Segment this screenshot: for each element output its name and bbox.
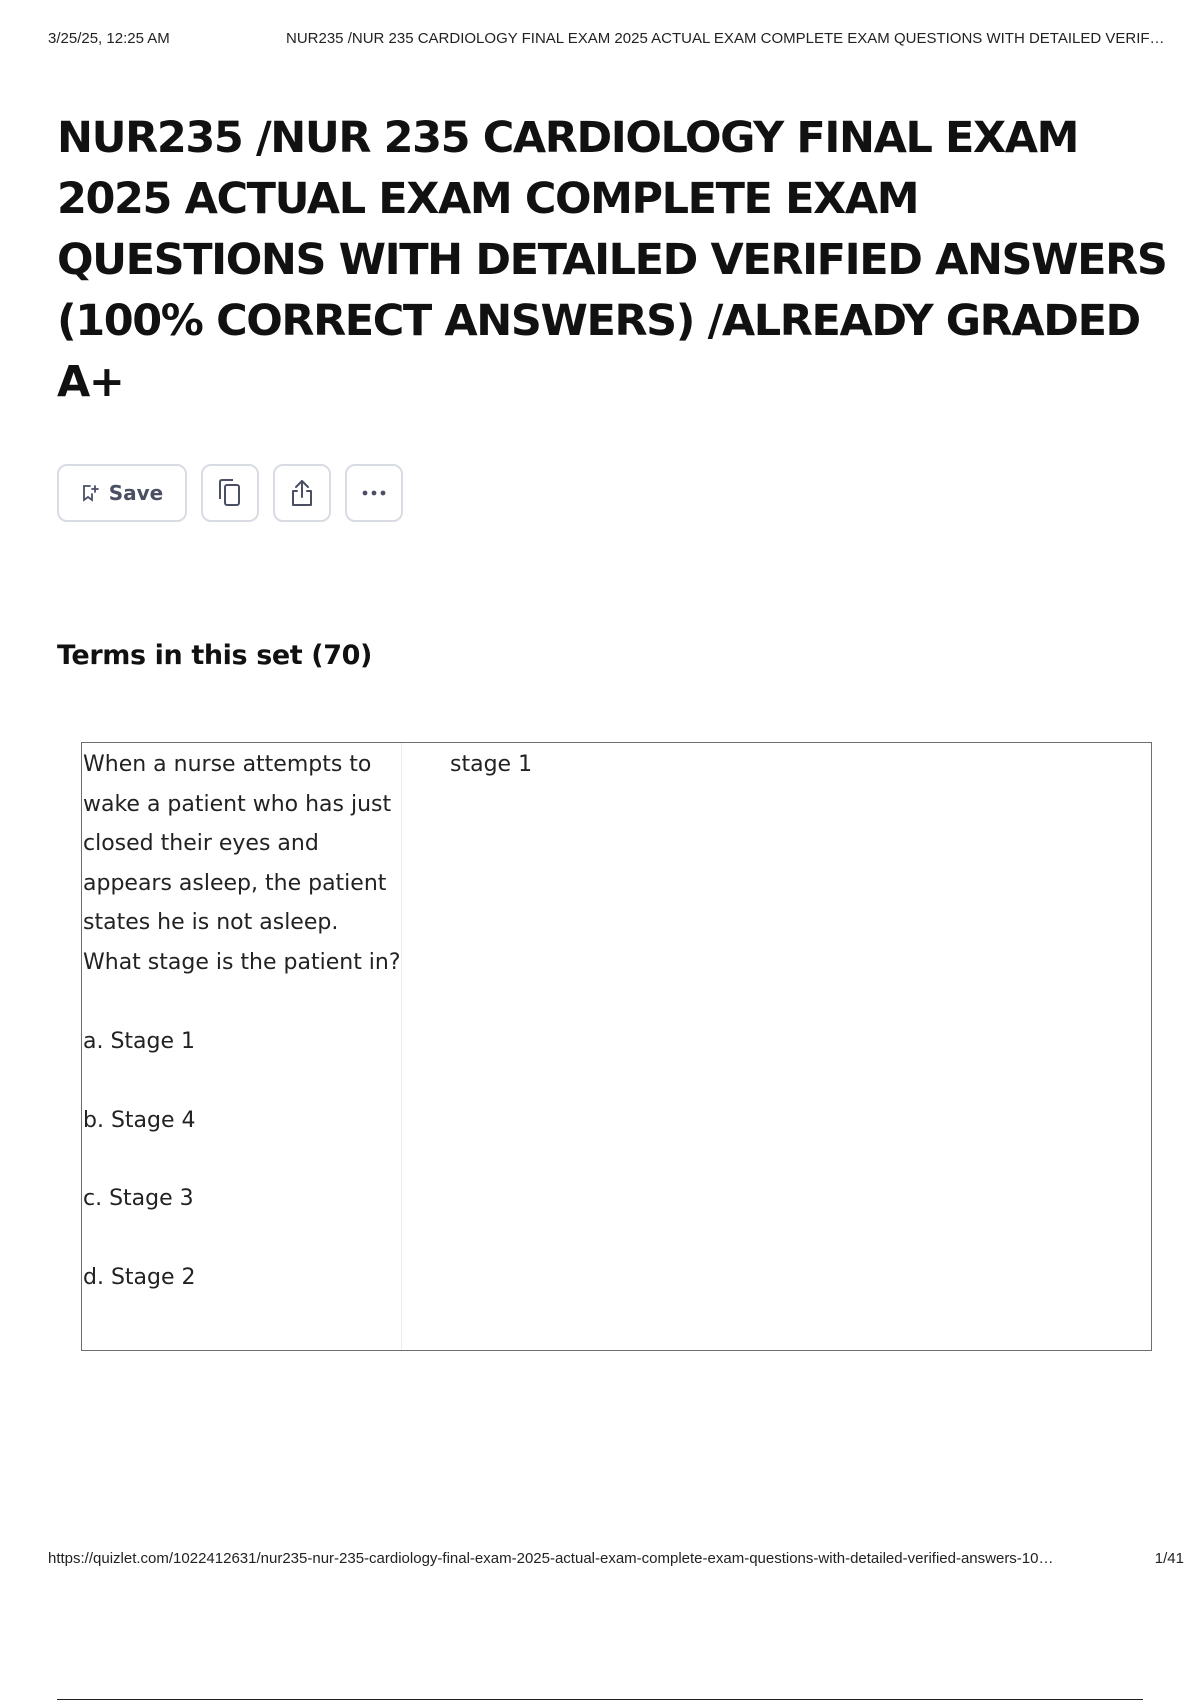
print-header: [48, 30, 1184, 47]
page-number: 1/41: [1154, 1550, 1184, 1567]
share-button[interactable]: [273, 464, 331, 522]
save-button[interactable]: [57, 464, 187, 522]
answer-option: b. Stage 4: [83, 1107, 196, 1133]
terms-heading: Terms in this set (70): [57, 640, 372, 671]
print-date: 3/25/25, 12:25 AM: [48, 30, 170, 47]
more-options-button[interactable]: [345, 464, 403, 522]
set-toolbar: [57, 464, 403, 522]
term-definition-column: [402, 743, 532, 1350]
print-url: https://quizlet.com/1022412631/nur235-nur-235-cardiology-final-exam-2025-actual-exam-complete-exam-questions-with-detailed-verified-answers-10…: [48, 1550, 1054, 1567]
copy-button[interactable]: [201, 464, 259, 522]
answer-option: a. Stage 1: [83, 1029, 196, 1054]
page-title: NUR235 /NUR 235 CARDIOLOGY FINAL EXAM 2025 ACTUAL EXAM COMPLETE EXAM QUESTIONS WITH DETAILED VERIFIED ANSWERS (100% CORRECT ANSWERS) /ALREADY GRADED A+: [57, 113, 1167, 407]
term-question: When a nurse attempts to wake a patient who has just closed their eyes and appears asleep, the patient states he is not asleep. What stage is the patient in?: [83, 752, 401, 975]
answer-option: c. Stage 3: [83, 1186, 194, 1211]
term-question-column: [82, 743, 402, 1350]
print-doc-title: NUR235 /NUR 235 CARDIOLOGY FINAL EXAM 2025 ACTUAL EXAM COMPLETE EXAM QUESTIONS WITH DETAILED VERIF…: [286, 30, 1165, 47]
more-icon: [360, 489, 388, 497]
copy-icon: [216, 478, 244, 508]
save-label: Save: [108, 481, 164, 505]
answer-option: d. Stage 2: [83, 1264, 196, 1290]
term-answer: stage 1: [450, 752, 533, 777]
bookmark-add-icon: [81, 484, 99, 502]
term-card: [81, 742, 1152, 1351]
share-icon: [288, 478, 316, 508]
print-footer: [48, 1550, 1184, 1567]
